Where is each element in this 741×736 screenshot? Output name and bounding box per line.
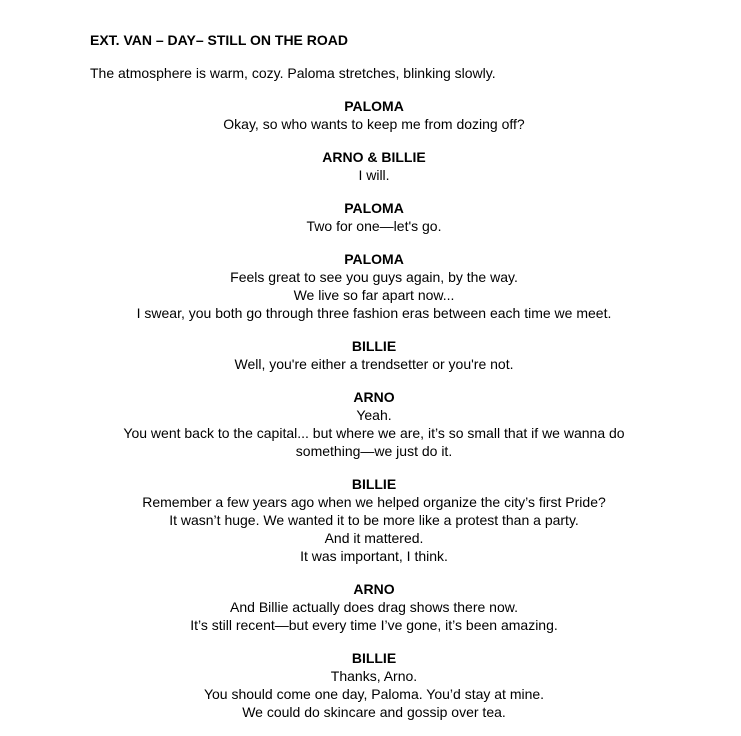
dialogue-block [0,250,741,322]
scene-heading: EXT. VAN – DAY– STILL ON THE ROAD [90,32,349,48]
dialogue-line: something—we just do it. [295,443,453,459]
action-line: The atmosphere is warm, cozy. Paloma stretches, blinking slowly. [90,65,496,81]
dialogue-line: It wasn’t huge. We wanted it to be more like a protest than a party. [169,512,579,528]
dialogue-block [0,388,741,460]
dialogue-line: Feels great to see you guys again, by the way. [230,269,518,285]
character-name: ARNO [353,581,395,597]
dialogue-line: You went back to the capital... but where we are, it’s so small that if we wanna do [123,425,625,441]
dialogue-line: We could do skincare and gossip over tea. [242,704,506,720]
dialogue-block [0,97,741,133]
dialogue-block [0,475,741,565]
dialogue-line: It’s still recent—but every time I’ve gone, it’s been amazing. [190,617,558,633]
dialogue-line: I swear, you both go through three fashion eras between each time we meet. [136,305,612,321]
character-name: BILLIE [351,650,397,666]
dialogue-line: You should come one day, Paloma. You’d stay at mine. [203,686,545,702]
character-name: ARNO & BILLIE [322,149,426,165]
dialogue-line: And it mattered. [324,530,424,546]
dialogue-line: Remember a few years ago when we helped organize the city’s first Pride? [142,494,606,510]
dialogue-block [0,337,741,373]
character-name: BILLIE [351,338,397,354]
dialogue-block [0,580,741,634]
dialogue-line: Okay, so who wants to keep me from dozing off? [223,116,525,132]
character-name: ARNO [353,389,395,405]
dialogue-block [0,649,741,721]
dialogue-line: We live so far apart now... [293,287,455,303]
dialogue-line: Yeah. [356,407,392,423]
character-name: PALOMA [344,251,404,267]
character-name: PALOMA [344,200,404,216]
character-name: BILLIE [351,476,397,492]
dialogue-block [0,199,741,235]
dialogue-line: It was important, I think. [300,548,448,564]
dialogue-block [0,148,741,184]
dialogue-line: And Billie actually does drag shows there now. [230,599,518,615]
dialogue-line: Well, you're either a trendsetter or you're not. [234,356,514,372]
dialogue-line: Thanks, Arno. [330,668,418,684]
dialogue-line: I will. [358,167,390,183]
character-name: PALOMA [344,98,404,114]
dialogue-section [0,97,741,736]
dialogue-line: Two for one—let's go. [306,218,442,234]
